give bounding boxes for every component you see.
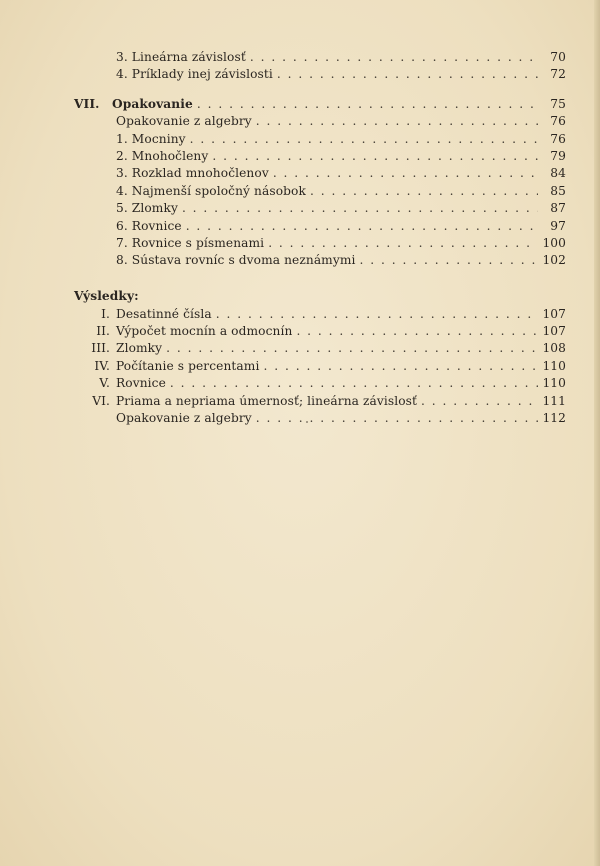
entry-title: 5. Zlomky	[116, 201, 178, 216]
entry-page: 76	[550, 114, 566, 129]
dot-leader	[250, 49, 538, 66]
dot-leader	[186, 218, 538, 235]
dot-leader	[263, 358, 538, 375]
entry-title: 7. Rovnice s písmenami	[116, 235, 265, 250]
entry-title: 8. Sústava rovníc s dvoma neznámymi	[116, 253, 356, 268]
entry-title: Priama a nepriama úmernosť; lineárna závislosť	[116, 393, 417, 408]
dot-leader	[310, 183, 538, 200]
entry-page: 102	[542, 253, 566, 268]
entry-page: 107	[542, 306, 566, 321]
toc-entry	[74, 252, 566, 269]
dot-leader	[190, 131, 538, 148]
entry-page: 85	[550, 183, 566, 198]
toc-entry	[74, 323, 566, 340]
toc-entry	[74, 375, 566, 392]
entry-page: 110	[542, 376, 566, 391]
table-of-contents	[74, 49, 566, 427]
entry-page: 79	[550, 148, 566, 163]
dot-leader	[216, 306, 538, 323]
entry-title: 4. Príklady inej závislosti	[116, 67, 273, 82]
dot-leader	[359, 252, 538, 269]
dot-leader	[277, 66, 538, 83]
dot-leader	[421, 393, 538, 410]
entry-title: Opakovanie z algebry	[116, 114, 252, 129]
dot-leader	[197, 96, 538, 113]
entry-page: 111	[542, 393, 566, 408]
section-page: 75	[550, 96, 566, 111]
toc-entry	[74, 393, 566, 410]
page-edge	[594, 0, 600, 866]
toc-entry	[74, 235, 566, 252]
toc-entry	[74, 218, 566, 235]
toc-entry	[74, 165, 566, 182]
toc-entry	[74, 131, 566, 148]
section-number: VII.	[74, 96, 100, 111]
toc-entry	[74, 410, 566, 427]
entry-page: 72	[550, 67, 566, 82]
entry-number: V.	[99, 376, 110, 391]
toc-entry	[74, 49, 566, 66]
dot-leader	[182, 200, 538, 217]
entry-page: 108	[542, 341, 566, 356]
toc-entry	[74, 183, 566, 200]
toc-entry	[74, 113, 566, 130]
entry-title: Zlomky	[116, 341, 163, 356]
entry-title: 6. Rovnice	[116, 218, 182, 233]
results-heading: Výsledky:	[74, 288, 139, 303]
entry-number: III.	[91, 341, 110, 356]
entry-page: 107	[542, 324, 566, 339]
entry-page: 84	[550, 166, 566, 181]
toc-entry	[74, 306, 566, 323]
entry-page: 76	[550, 131, 566, 146]
toc-entry	[74, 148, 566, 165]
entry-title: 4. Najmenší spoločný násobok	[116, 183, 306, 198]
dot-leader	[256, 113, 538, 130]
toc-entry	[74, 200, 566, 217]
entry-title: 1. Mocniny	[116, 131, 186, 146]
entry-page: 110	[542, 358, 566, 373]
dot-leader	[268, 235, 538, 252]
dot-leader	[212, 148, 538, 165]
section-heading	[74, 96, 566, 113]
dot-leader	[273, 165, 538, 182]
dot-leader	[170, 375, 538, 392]
entry-page: 87	[550, 201, 566, 216]
entry-title: 2. Mnohočleny	[116, 148, 209, 163]
entry-number: I.	[101, 306, 110, 321]
entry-number: IV.	[94, 358, 110, 373]
section-title: Opakovanie	[112, 96, 193, 111]
toc-entry	[74, 66, 566, 83]
entry-title: Opakovanie z algebry	[116, 411, 252, 426]
entry-title: Počítanie s percentami	[116, 358, 260, 373]
entry-title: 3. Rozklad mnohočlenov	[116, 166, 269, 181]
entry-page: 100	[542, 235, 566, 250]
toc-entry	[74, 358, 566, 375]
entry-title: Desatinné čísla	[116, 306, 212, 321]
entry-page: 97	[550, 218, 566, 233]
dot-leader	[296, 323, 538, 340]
entry-title: Výpočet mocnín a odmocnín	[116, 324, 293, 339]
dot-leader	[256, 410, 538, 427]
entry-title: 3. Lineárna závislosť	[116, 50, 246, 64]
dot-leader	[166, 340, 538, 357]
entry-number: VI.	[92, 393, 110, 408]
entry-page: 70	[550, 50, 566, 64]
entry-page: 112	[542, 411, 566, 426]
entry-title: Rovnice	[116, 376, 166, 391]
toc-entry	[74, 340, 566, 357]
entry-number: II.	[96, 324, 110, 339]
